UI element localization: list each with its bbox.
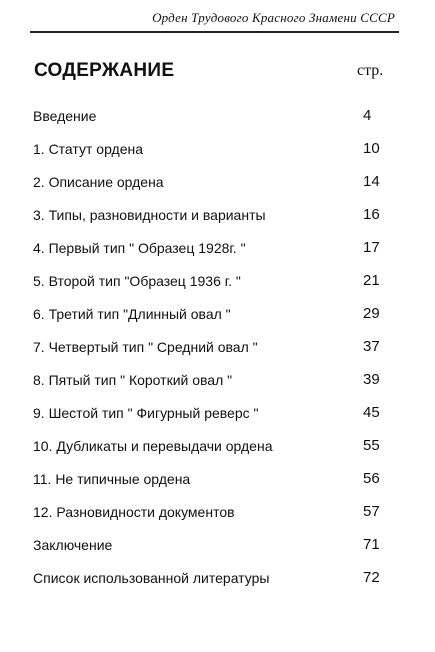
toc-entry-type-5 <box>33 370 403 403</box>
toc-entry-page: 72 <box>363 569 380 586</box>
page-column-label: стр. <box>357 62 384 79</box>
toc-entry-title: 5. Второй тип "Образец 1936 г. " <box>33 273 241 289</box>
toc-entry-bibliography <box>33 568 403 601</box>
toc-entry-page: 39 <box>363 371 380 388</box>
toc-entry-type-2 <box>33 271 403 304</box>
toc-entry-title: 11. Не типичные ордена <box>33 471 191 487</box>
toc-entry-duplicates <box>33 436 403 469</box>
toc-entry-title: 2. Описание ордена <box>33 174 164 190</box>
toc-entry-page: 16 <box>363 206 380 223</box>
toc-entry-description <box>33 172 403 205</box>
toc-entry-title: 7. Четвертый тип " Средний овал " <box>33 339 258 355</box>
toc-entry-title: 4. Первый тип " Образец 1928г. " <box>33 240 246 256</box>
toc-entry-page: 21 <box>363 272 380 289</box>
toc-entry-title: Введение <box>33 108 97 124</box>
toc-entry-title: 8. Пятый тип " Короткий овал " <box>33 372 233 388</box>
toc-entry-type-1 <box>33 238 403 271</box>
toc-entry-title: Список использованной литературы <box>33 570 270 586</box>
toc-entry-conclusion <box>33 535 403 568</box>
toc-entry-title: 9. Шестой тип " Фигурный реверс " <box>33 405 259 421</box>
toc-entry-documents <box>33 502 403 535</box>
toc-entry-atypical <box>33 469 403 502</box>
toc-entry-statute <box>33 139 403 172</box>
toc-entry-page: 71 <box>363 536 380 553</box>
toc-title: СОДЕРЖАНИЕ <box>34 60 175 81</box>
toc-entry-type-4 <box>33 337 403 370</box>
toc-entry-title: 10. Дубликаты и перевыдачи ордена <box>33 438 273 454</box>
toc-entry-type-6 <box>33 403 403 436</box>
toc-entry-page: 29 <box>363 305 380 322</box>
toc-entry-types <box>33 205 403 238</box>
toc-entry-page: 45 <box>363 404 380 421</box>
toc-entry-page: 55 <box>363 437 380 454</box>
toc-entry-title: 6. Третий тип "Длинный овал " <box>33 306 231 322</box>
toc-list <box>33 106 403 601</box>
toc-entry-type-3 <box>33 304 403 337</box>
toc-entry-page: 57 <box>363 503 380 520</box>
toc-entry-page: 4 <box>363 107 372 124</box>
toc-entry-title: 12. Разновидности документов <box>33 504 235 520</box>
toc-entry-title: 3. Типы, разновидности и варианты <box>33 207 266 223</box>
toc-entry-page: 10 <box>363 140 380 157</box>
toc-entry-title: Заключение <box>33 537 113 553</box>
toc-entry-page: 37 <box>363 338 380 355</box>
running-header-title: Орден Трудового Красного Знамени СССР <box>152 10 395 25</box>
toc-entry-page: 14 <box>363 173 380 190</box>
toc-entry-page: 17 <box>363 239 380 256</box>
running-header <box>30 6 399 33</box>
toc-entry-introduction <box>33 106 403 139</box>
toc-entry-title: 1. Статут ордена <box>33 141 144 157</box>
toc-entry-page: 56 <box>363 470 380 487</box>
